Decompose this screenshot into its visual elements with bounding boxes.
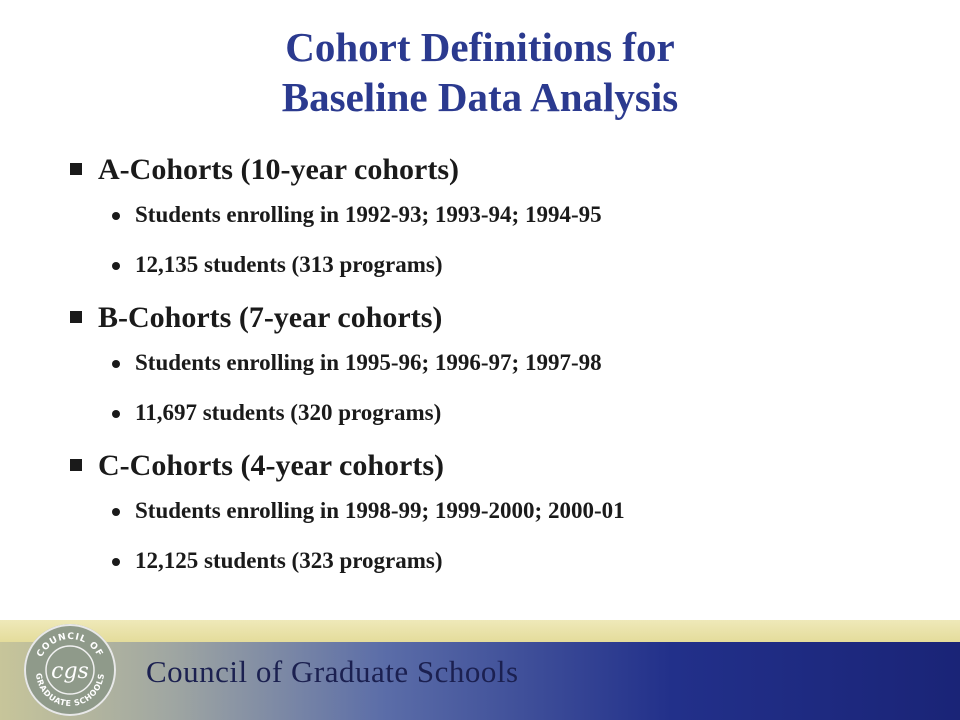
list-item	[70, 494, 950, 528]
list-item-text: Students enrolling in 1992-93; 1993-94; 1994-95	[135, 202, 602, 227]
round-bullet-icon	[112, 508, 120, 516]
round-bullet-icon	[112, 410, 120, 418]
slide-content	[70, 150, 950, 594]
organization-name: Council of Graduate Schools	[146, 654, 519, 689]
footer-top-stripe	[0, 620, 960, 642]
round-bullet-icon	[112, 558, 120, 566]
list-item	[70, 248, 950, 282]
section-heading-text: A-Cohorts (10-year cohorts)	[98, 153, 460, 186]
list-item-text: Students enrolling in 1998-99; 1999-2000; 2000-01	[135, 498, 625, 523]
square-bullet-icon	[70, 311, 82, 323]
round-bullet-icon	[112, 212, 120, 220]
cohort-section-b	[70, 298, 950, 430]
cgs-seal-logo	[22, 622, 118, 718]
square-bullet-icon	[70, 459, 82, 471]
list-item-text: 12,135 students (313 programs)	[135, 252, 443, 277]
round-bullet-icon	[112, 262, 120, 270]
footer-banner	[0, 620, 960, 720]
list-item	[70, 544, 950, 578]
square-bullet-icon	[70, 163, 82, 175]
section-heading-text: C-Cohorts (4-year cohorts)	[98, 449, 445, 482]
svg-text:GRADUATE SCHOOLS: GRADUATE SCHOOLS	[33, 672, 107, 709]
list-item	[70, 346, 950, 380]
slide-title-line-1: Cohort Definitions for	[285, 24, 675, 70]
svg-text:COUNCIL OF: COUNCIL OF	[35, 631, 105, 660]
section-heading-text: B-Cohorts (7-year cohorts)	[98, 301, 443, 334]
list-item-text: Students enrolling in 1995-96; 1996-97; 1997-98	[135, 350, 602, 375]
cohort-section-a	[70, 150, 950, 282]
list-item-text: 12,125 students (323 programs)	[135, 548, 443, 573]
cohort-section-c	[70, 446, 950, 578]
section-heading	[70, 446, 950, 486]
section-heading	[70, 298, 950, 338]
slide-title-line-2: Baseline Data Analysis	[281, 74, 679, 120]
round-bullet-icon	[112, 360, 120, 368]
list-item-text: 11,697 students (320 programs)	[135, 400, 442, 425]
list-item	[70, 198, 950, 232]
slide-title	[0, 22, 960, 122]
section-heading	[70, 150, 950, 190]
svg-text:cgs: cgs	[51, 659, 89, 684]
list-item	[70, 396, 950, 430]
